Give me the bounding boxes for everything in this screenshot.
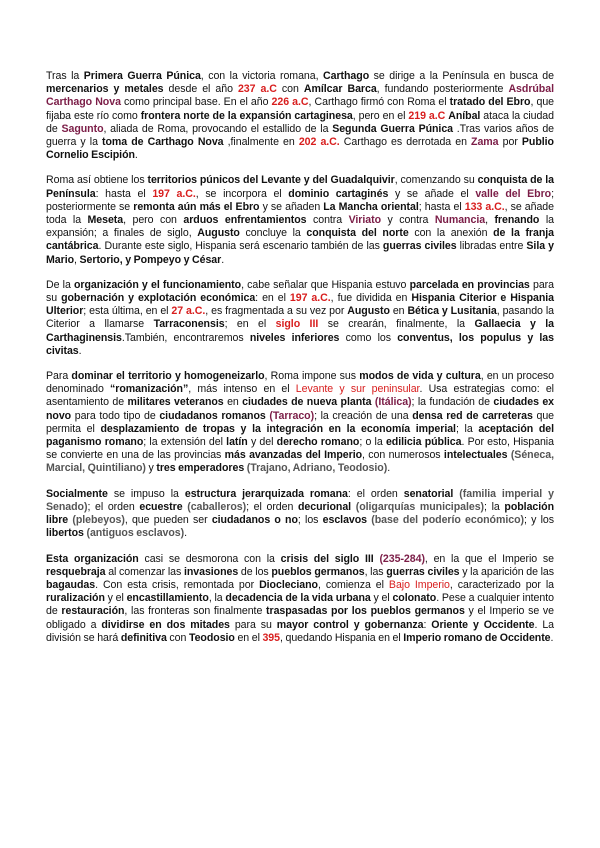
- text-run: , aliada de Roma, provocando el estallido de la: [103, 122, 333, 135]
- bold-run: ciudades de nueva planta: [242, 396, 372, 409]
- bold-run: pueblos germanos: [271, 565, 365, 578]
- text-run: y se añade el: [388, 187, 476, 200]
- text-run: y el: [104, 592, 127, 605]
- bold-run: ciudadanos o no: [211, 514, 298, 527]
- bold-run: mayor control y gobernanza: [276, 618, 424, 631]
- paragraph-organizacion: [46, 279, 554, 358]
- bold-run: Gallaecia y la Carthaginensis: [46, 318, 555, 344]
- bold-run: ruralización: [46, 592, 105, 605]
- date-highlight: 226 a.C: [271, 96, 309, 109]
- bold-run: definitiva: [120, 631, 167, 644]
- bold-run: Segunda Guerra Púnica: [332, 122, 454, 135]
- bold-run: Socialmente: [46, 487, 108, 500]
- date-highlight: 237 a.C: [237, 83, 277, 96]
- text-run: : el orden: [347, 487, 404, 500]
- bold-run: Hispania Citerior e Hispania Ulterior: [46, 292, 554, 318]
- bold-run: dominio cartaginés: [288, 187, 389, 200]
- bold-run: resquebraja: [46, 565, 106, 578]
- text-run: , se incorpora el: [195, 187, 289, 200]
- bold-run: niveles inferiores: [249, 331, 340, 344]
- bold-run: ciudades ex novo: [46, 396, 555, 422]
- bold-run: ecuestre: [139, 500, 183, 513]
- bold-run: Meseta: [87, 214, 124, 227]
- bold-run: modos de vida y cultura: [359, 370, 481, 383]
- bold-run: senatorial: [403, 487, 454, 500]
- text-run: . Durante este siglo, Hispania será escenario también de las: [98, 240, 383, 253]
- text-run: Carthago es derrotada en: [339, 136, 472, 149]
- text-run: , que fijaba este río como: [46, 96, 555, 122]
- text-run: ; el orden: [87, 500, 140, 513]
- bold-run: Carthago: [323, 70, 370, 82]
- text-run: , la: [208, 592, 226, 605]
- text-run: , Carthago firmó con Roma el: [308, 96, 450, 109]
- text-run: : en el: [255, 292, 290, 305]
- bold-run: conquista del norte: [306, 227, 409, 240]
- bold-run: Tarraconensis: [153, 318, 225, 331]
- bold-run: Augusto: [347, 305, 390, 318]
- bold-run: decadencia de la vida urbana: [225, 592, 371, 605]
- text-run: , quedando Hispania en el: [280, 631, 404, 644]
- text-run: .: [134, 149, 138, 162]
- bold-run: organización y el funcionamiento: [74, 278, 242, 291]
- text-run: , comenzando su: [394, 174, 478, 187]
- text-run: , en un proceso denominado: [46, 370, 555, 396]
- text-run: , con numerosos: [362, 449, 444, 462]
- bold-run: gobernación y explotación económica: [61, 292, 256, 305]
- text-run: , es fragmentada a su vez por: [205, 305, 348, 318]
- bold-run: arduos enfrentamientos: [183, 214, 307, 227]
- text-run: , en la que el Imperio se: [424, 552, 554, 565]
- text-run: por: [498, 136, 522, 149]
- text-run: ; la extensión del: [143, 436, 227, 449]
- text-run: para todo tipo de: [71, 409, 160, 422]
- text-run: con: [166, 631, 189, 644]
- text-run: .También, encontraremos: [121, 331, 250, 344]
- place-highlight: valle del Ebro: [475, 187, 552, 200]
- bold-run: derecho romano: [276, 436, 360, 449]
- bold-run: conquista de la Península: [46, 174, 554, 200]
- text-run: , fue dividida en: [330, 292, 412, 305]
- bold-run: Sertorio, y Pompeyo y César: [79, 253, 222, 266]
- bold-run: encastillamiento: [126, 592, 209, 605]
- text-run: contra: [306, 214, 349, 227]
- bold-run: crisis del siglo III: [280, 552, 374, 565]
- bold-run: Sila y Mario: [46, 240, 554, 266]
- text-run: casi se desmorona con la: [138, 552, 281, 565]
- bold-run: ciudadanos romanos: [159, 409, 266, 422]
- paragraph-sociedad: [46, 488, 554, 541]
- date-highlight: 202 a.C.: [298, 136, 340, 149]
- text-run: ; los: [297, 514, 323, 527]
- place-highlight: Viriato: [348, 214, 382, 227]
- text-run: , pasando la Citerior a llamarse: [46, 305, 554, 331]
- text-run: . Con esta crisis, remontada por: [95, 578, 260, 591]
- place-highlight: (Tarraco): [269, 409, 315, 422]
- text-run: , comienza el: [317, 578, 389, 591]
- text-run: y el Imperio se ve obligado a: [46, 605, 555, 631]
- bold-run: guerras civiles: [382, 240, 457, 253]
- text-run: ; y los: [523, 514, 554, 527]
- bold-run: frontera norte de la expansión cartaginesa: [140, 109, 353, 122]
- text-run: , se añade toda la: [46, 200, 554, 227]
- text-run: , cabe señalar que Hispania estuvo: [241, 278, 410, 291]
- text-run: se impuso la: [107, 487, 185, 500]
- bold-run: más avanzadas del Imperio: [224, 449, 363, 462]
- text-run: , pero con: [123, 214, 184, 227]
- text-run: .: [221, 253, 225, 266]
- text-run: libradas entre: [456, 240, 527, 253]
- text-run: se dirige a la Península en busca de: [369, 70, 554, 82]
- text-run: ; esta última, en el: [83, 305, 172, 318]
- bold-run: desplazamiento de tropas y la integración en la economía imperial: [100, 422, 456, 435]
- note-highlight: (plebeyos): [72, 514, 125, 527]
- text-run: desde el año: [163, 83, 238, 96]
- text-run: . Pese a cualquier intento de: [46, 592, 554, 618]
- bold-run: territorios púnicos del Levante y del Guadalquivir: [147, 174, 395, 187]
- place-highlight: Zama: [471, 136, 499, 149]
- bold-run: parcelada en provincias: [409, 278, 530, 291]
- bold-run: Augusto: [197, 227, 240, 240]
- text-run: de los: [238, 565, 272, 578]
- paragraph-carthago: [46, 70, 554, 162]
- bold-run: invasiones: [183, 565, 239, 578]
- note-highlight: (oligarquías municipales): [355, 500, 485, 513]
- text-run: .: [387, 462, 391, 475]
- text-run: , fundando posteriormente: [376, 83, 509, 96]
- note-highlight: (familia imperial y Senado): [46, 487, 554, 513]
- bold-run: población libre: [46, 500, 554, 527]
- text-run: Roma así obtiene los: [46, 174, 148, 187]
- bold-run: toma de Carthago Nova: [102, 136, 224, 149]
- paragraph-romanizacion: [46, 370, 554, 476]
- text-run: ataca la ciudad de: [46, 109, 554, 135]
- text-run: y la aparición de las: [459, 565, 555, 578]
- bold-run: Bética y Lusitania: [407, 305, 497, 318]
- red-highlight: Bajo Imperio: [388, 578, 450, 591]
- text-run: .Tras varios años de guerra y la: [46, 122, 555, 149]
- bold-run: colonato: [392, 592, 437, 605]
- bold-run: intelectuales: [443, 449, 508, 462]
- note-highlight: (Trajano, Adriano, Teodosio): [246, 462, 388, 475]
- text-run: , que pueden ser: [124, 514, 212, 527]
- red-highlight: Levante y sur peninsular: [295, 383, 420, 396]
- text-run: Tras la: [46, 70, 84, 82]
- bold-run: La Mancha oriental: [323, 200, 419, 213]
- date-highlight: 219 a.C: [408, 109, 446, 122]
- text-run: De la: [46, 278, 74, 291]
- text-run: ; hasta el: [418, 200, 465, 213]
- bold-run: mercenarios y metales: [46, 83, 164, 96]
- text-run: , más intenso en el: [188, 383, 296, 396]
- text-run: al comenzar las: [105, 565, 184, 578]
- text-run: la expansión; a finales de siglo,: [46, 214, 554, 240]
- date-highlight: 395: [262, 631, 280, 644]
- paragraph-conquista: [46, 174, 554, 266]
- date-highlight: siglo III: [275, 318, 319, 331]
- text-run: concluye la: [239, 227, 307, 240]
- text-run: , caracterizado por la: [449, 578, 554, 591]
- text-run: como los: [339, 331, 398, 344]
- text-run: ; el orden: [246, 500, 298, 513]
- bold-run: Amílcar Barca: [303, 83, 377, 96]
- bold-run: Publio Cornelio Escipión: [46, 136, 554, 162]
- bold-run: dividirse en dos mitades: [101, 618, 230, 631]
- text-run: con: [276, 83, 304, 96]
- bold-run: densa red de carreteras: [412, 409, 533, 422]
- text-run: y contra: [381, 214, 435, 227]
- place-highlight: (Itálica): [374, 396, 412, 409]
- text-run: . La división se hará: [46, 618, 555, 644]
- date-highlight: 27 a.C.: [171, 305, 206, 318]
- text-run: .: [78, 344, 82, 357]
- bold-run: conventus, los populus y las civitas: [46, 331, 554, 357]
- date-highlight: 133 a.C.: [464, 200, 505, 213]
- text-run: :: [423, 618, 432, 631]
- bold-run: tratado del Ebro: [449, 96, 531, 109]
- text-run: .: [184, 527, 188, 540]
- bold-run: Aníbal: [448, 109, 481, 122]
- place-highlight: Asdrúbal Carthago Nova: [46, 83, 554, 109]
- bold-run: Primera Guerra Púnica: [83, 70, 201, 82]
- bold-run: guerras civiles: [386, 565, 460, 578]
- bold-run: militares veteranos: [127, 396, 224, 409]
- text-run: : hasta el: [95, 187, 153, 200]
- bold-run: Imperio romano de Occidente: [403, 631, 551, 644]
- date-highlight: 197 a.C.: [289, 292, 331, 305]
- text-run: y: [145, 462, 157, 475]
- text-run: ; o la: [359, 436, 386, 449]
- text-run: ; la: [484, 500, 505, 513]
- bold-run: aceptación del paganismo romano: [46, 422, 554, 449]
- text-run: en: [389, 305, 408, 318]
- bold-run: edilicia pública: [385, 436, 462, 449]
- bold-run: Oriente y Occidente: [431, 618, 535, 631]
- bold-run: tres emperadores: [156, 462, 245, 475]
- text-run: ,: [485, 214, 495, 227]
- bold-run: esclavos: [322, 514, 368, 527]
- bold-run: dominar el territorio y homogeneizarlo: [71, 370, 265, 383]
- text-run: en el: [234, 631, 263, 644]
- bold-run: estructura jerarquizada romana: [184, 487, 348, 500]
- text-run: y el: [370, 592, 393, 605]
- bold-run: Teodosio: [188, 631, 235, 644]
- text-run: ,: [74, 253, 80, 266]
- note-highlight: (antiguos esclavos): [86, 527, 185, 540]
- place-highlight: Numancia: [434, 214, 486, 227]
- text-run: . Por esto, Hispania se convierte en una de las provincias: [46, 436, 554, 462]
- text-run: para su: [229, 618, 277, 631]
- text-run: Para: [46, 370, 72, 383]
- bold-run: libertos: [46, 527, 84, 540]
- text-run: que permita el: [46, 409, 555, 435]
- bold-run: Esta organización: [46, 552, 139, 565]
- bold-run: latín: [226, 436, 248, 449]
- text-run: ,finalmente en: [223, 136, 299, 149]
- text-run: .: [550, 631, 554, 644]
- text-run: se crearán, finalmente, la: [318, 318, 475, 331]
- bold-run: bagaudas: [46, 578, 96, 591]
- text-run: ; la: [455, 422, 479, 435]
- bold-run: restauración: [61, 605, 125, 618]
- bold-run: “romanización”: [110, 383, 189, 396]
- text-run: con la anexión: [408, 227, 494, 240]
- note-highlight: (base del poderío económico): [371, 514, 524, 527]
- bold-run: frenando: [494, 214, 540, 227]
- bold-run: Diocleciano: [259, 578, 318, 591]
- paragraph-crisis: [46, 553, 554, 645]
- text-run: , con la victoria romana,: [200, 70, 324, 82]
- text-run: ; en el: [224, 318, 276, 331]
- bold-run: de la franja cantábrica: [46, 227, 554, 253]
- text-run: , las fronteras son finalmente: [124, 605, 267, 618]
- text-run: ; la creación de una: [314, 409, 413, 422]
- bold-run: traspasadas por los pueblos germanos: [266, 605, 465, 618]
- text-run: como principal base. En el año: [120, 96, 272, 109]
- note-highlight: (Séneca, Marcial, Quintiliano): [46, 449, 555, 475]
- text-run: ; posteriormente se: [46, 187, 554, 213]
- text-run: , pero en el: [352, 109, 409, 122]
- text-run: y se añaden: [259, 200, 324, 213]
- place-highlight: (235-284): [379, 552, 425, 565]
- note-highlight: (caballeros): [187, 500, 247, 513]
- text-run: para su: [46, 278, 554, 305]
- date-highlight: 197 a.C.: [152, 187, 196, 200]
- text-run: ; la fundación de: [411, 396, 494, 409]
- bold-run: remonta aún más el Ebro: [133, 200, 260, 213]
- place-highlight: Sagunto: [61, 122, 104, 135]
- text-run: , Roma impone sus: [264, 370, 360, 383]
- text-run: . Usa estrategias como: el asentamiento de: [46, 383, 554, 409]
- text-run: , las: [364, 565, 387, 578]
- text-run: y del: [247, 436, 277, 449]
- bold-run: decurional: [298, 500, 352, 513]
- text-run: en: [223, 396, 243, 409]
